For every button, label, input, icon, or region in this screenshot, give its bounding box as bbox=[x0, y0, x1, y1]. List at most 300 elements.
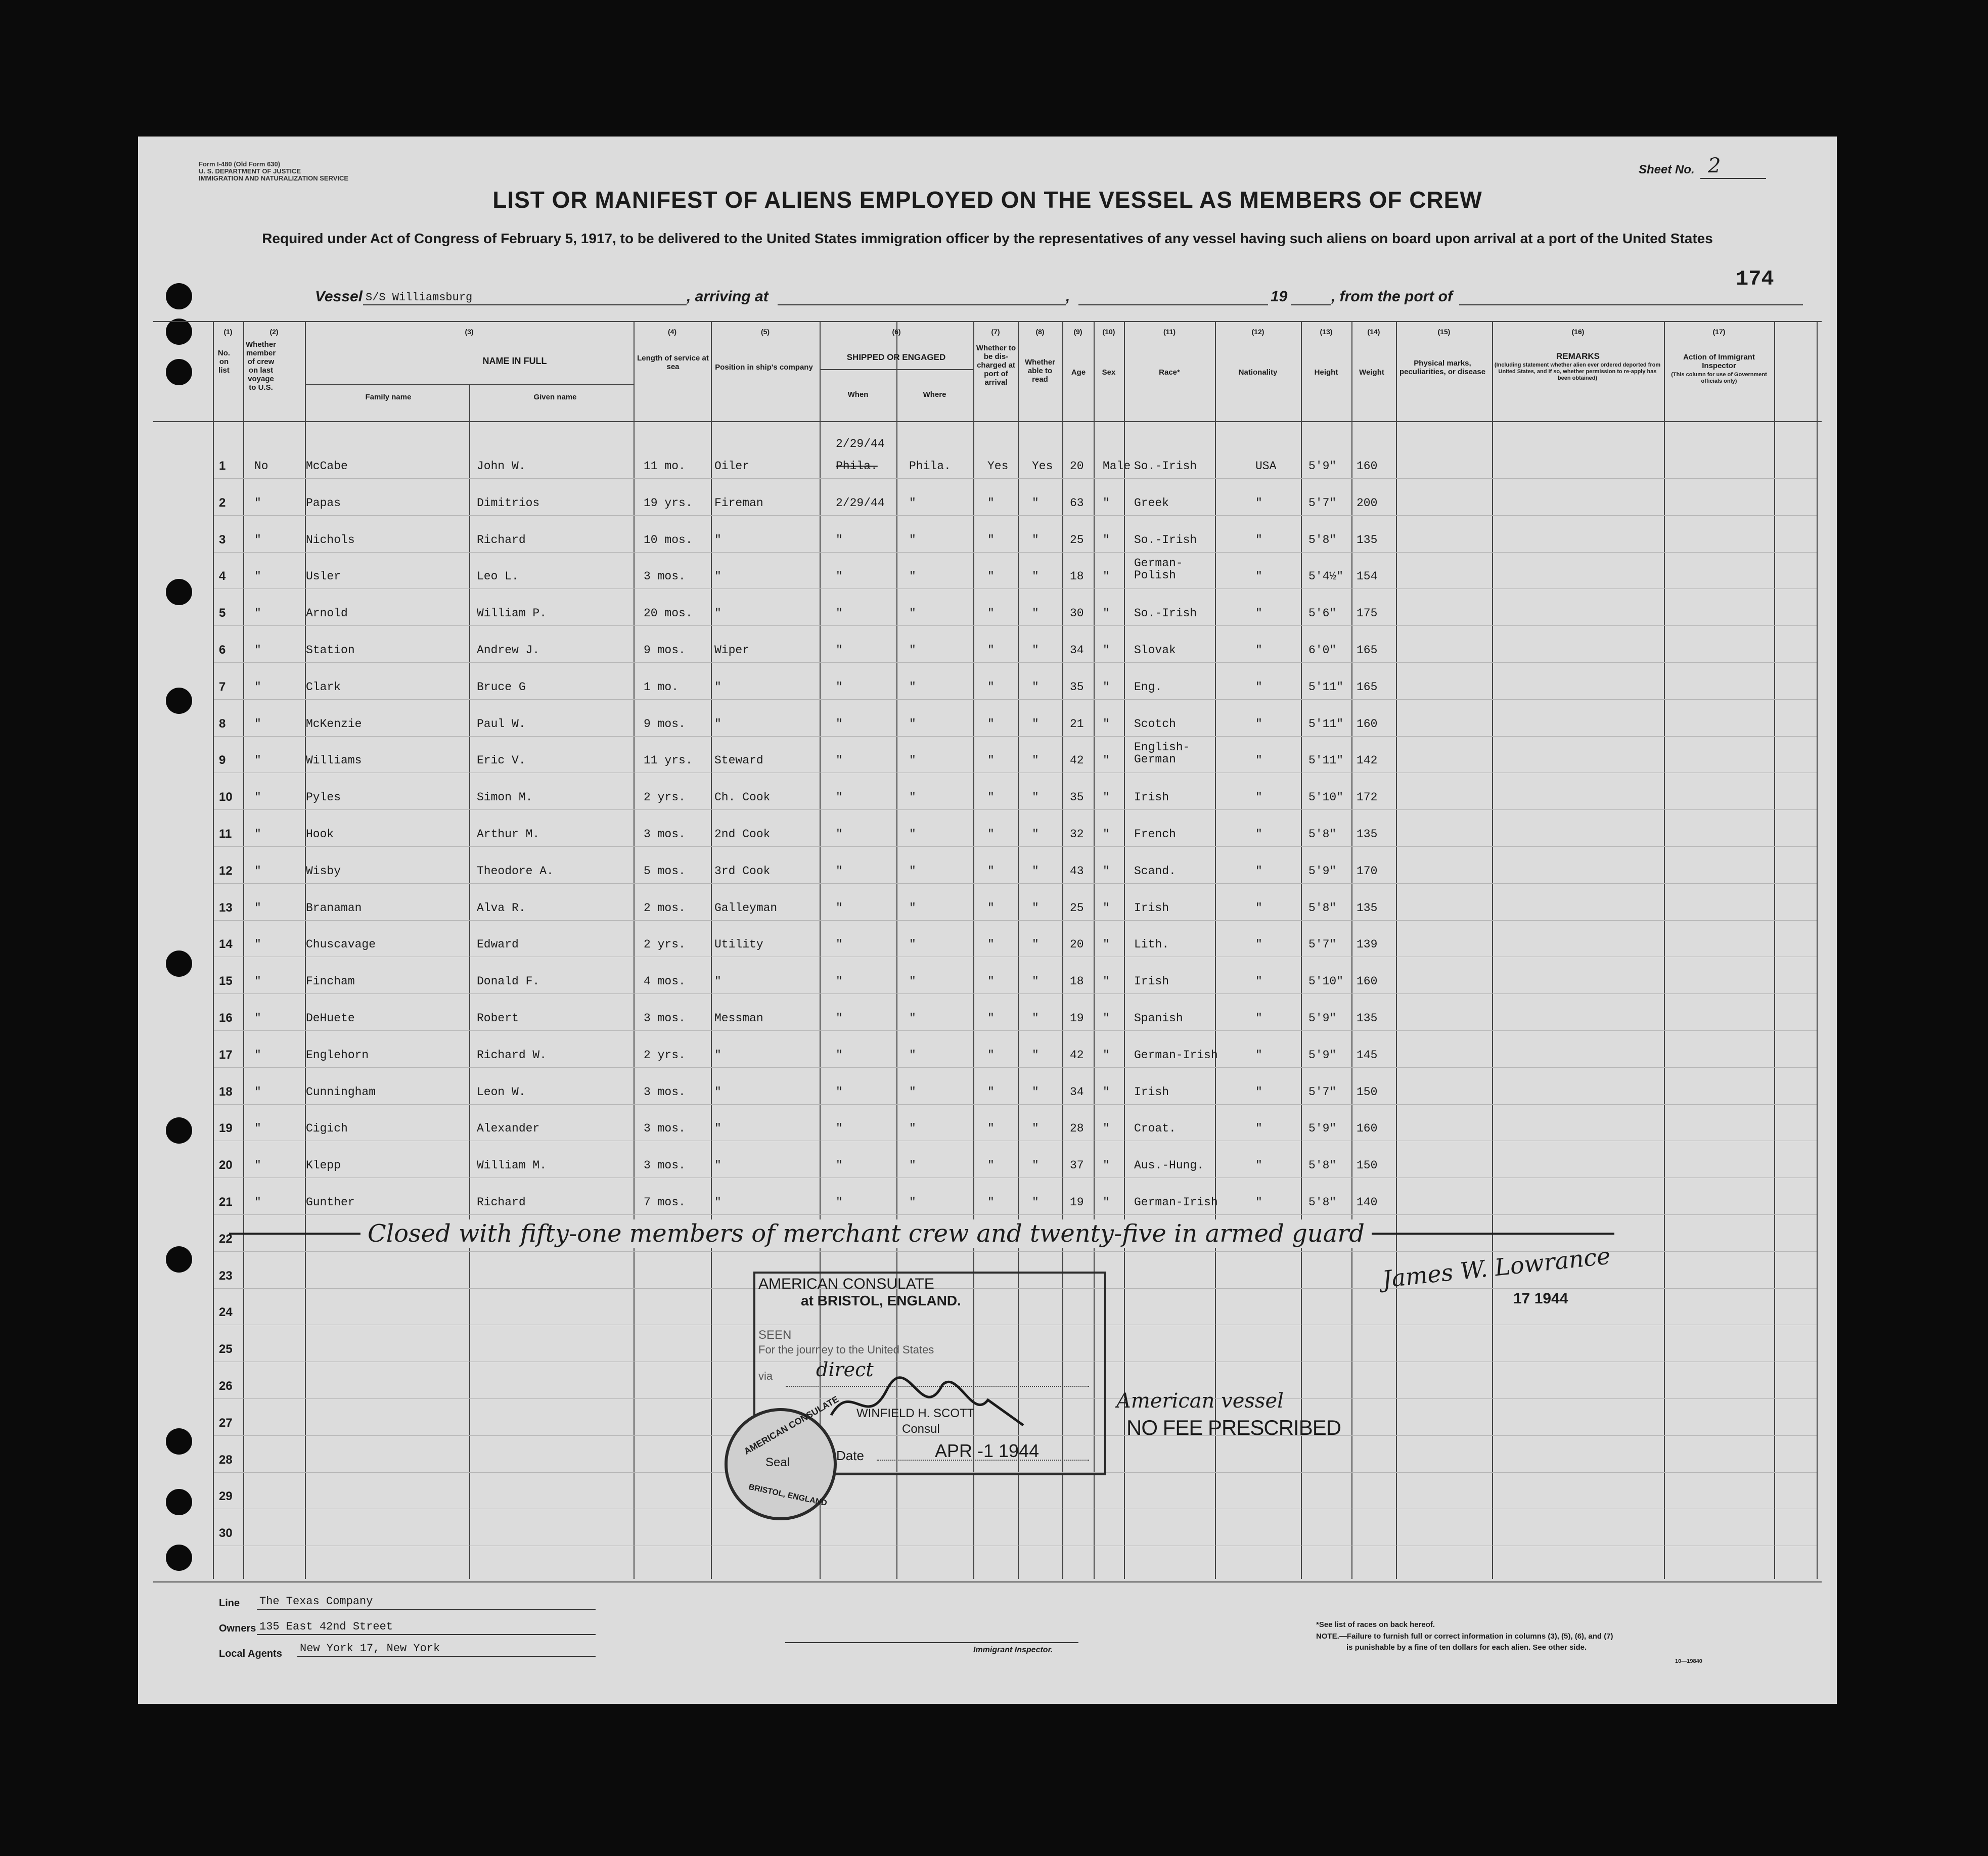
form-info-line: IMMIGRATION AND NATURALIZATION SERVICE bbox=[199, 174, 349, 182]
column-number: (16) bbox=[1571, 328, 1585, 336]
cell-weight: 135 bbox=[1357, 901, 1378, 915]
row-number: 6 bbox=[219, 643, 226, 657]
cell-height: 5'10" bbox=[1308, 975, 1344, 988]
cell-race: German-Irish bbox=[1134, 1196, 1218, 1209]
cell-length-service: 19 yrs. bbox=[644, 496, 693, 510]
cell-age: 35 bbox=[1070, 680, 1084, 694]
cell-sex: " bbox=[1103, 533, 1110, 547]
grid-column-line bbox=[469, 384, 470, 1579]
cell-race: Lith. bbox=[1134, 938, 1169, 952]
punch-hole bbox=[166, 1545, 192, 1571]
cell-prev: " bbox=[254, 901, 261, 915]
cell-able-read: " bbox=[1032, 533, 1039, 547]
cell-given-name: William M. bbox=[477, 1159, 547, 1172]
cell-height: 5'8" bbox=[1308, 1196, 1337, 1209]
cell-weight: 172 bbox=[1357, 791, 1378, 804]
cell-given-name: Richard W. bbox=[477, 1048, 547, 1062]
port-line bbox=[1459, 304, 1803, 305]
cell-sex: " bbox=[1103, 1159, 1110, 1172]
cell-sex: " bbox=[1103, 975, 1110, 988]
cell-age: 34 bbox=[1070, 644, 1084, 657]
grid-column-line bbox=[711, 321, 712, 1579]
cell-prev: " bbox=[254, 938, 261, 952]
row-number: 1 bbox=[219, 459, 226, 473]
cell-given-name: Theodore A. bbox=[477, 864, 554, 878]
cell-age: 34 bbox=[1070, 1085, 1084, 1099]
cell-able-read: " bbox=[1032, 938, 1039, 952]
cell-weight: 165 bbox=[1357, 680, 1378, 694]
cell-able-read: " bbox=[1032, 1122, 1039, 1136]
cell-prev: " bbox=[254, 975, 261, 988]
cell-able-read: " bbox=[1032, 828, 1039, 841]
cell-discharged: " bbox=[987, 570, 995, 583]
cell-when: " bbox=[836, 1196, 843, 1209]
cell-weight: 160 bbox=[1357, 1122, 1378, 1136]
cell-given-name: William P. bbox=[477, 607, 547, 620]
cell-discharged: " bbox=[987, 828, 995, 841]
cell-discharged: " bbox=[987, 975, 995, 988]
cell-sex: " bbox=[1103, 901, 1110, 915]
footer-agents-rule bbox=[297, 1656, 596, 1657]
row-rule bbox=[214, 736, 1817, 737]
column-number: (8) bbox=[1035, 328, 1045, 336]
stamp-consul-title: Consul bbox=[902, 1422, 940, 1436]
cell-given-name: Robert bbox=[477, 1012, 519, 1025]
cell-height: 5'9" bbox=[1308, 1122, 1337, 1136]
cell-able-read: " bbox=[1032, 1085, 1039, 1099]
cell-length-service: 1 mo. bbox=[644, 680, 679, 694]
cell-age: 28 bbox=[1070, 1122, 1084, 1136]
cell-age: 35 bbox=[1070, 791, 1084, 804]
header-height: Height bbox=[1314, 368, 1338, 377]
cell-age: 19 bbox=[1070, 1196, 1084, 1209]
cell-race: Irish bbox=[1134, 901, 1169, 915]
year-line bbox=[1291, 304, 1331, 305]
cell-where: " bbox=[909, 1012, 916, 1025]
cell-sex: Male bbox=[1103, 460, 1131, 473]
cell-family-name: Englehorn bbox=[306, 1048, 369, 1062]
cell-given-name: Eric V. bbox=[477, 754, 526, 767]
cell-able-read: " bbox=[1032, 1196, 1039, 1209]
stamp-line1: AMERICAN CONSULATE bbox=[758, 1276, 934, 1292]
cell-length-service: 11 yrs. bbox=[644, 754, 693, 767]
cell-when: " bbox=[836, 1085, 843, 1099]
header-position: Position in ship's company bbox=[715, 363, 813, 372]
consulate-seal bbox=[725, 1394, 841, 1520]
cell-nationality: " bbox=[1255, 680, 1262, 694]
header-no-on-list: No. on list bbox=[217, 349, 231, 375]
footer-line-rule bbox=[257, 1609, 596, 1610]
cell-weight: 139 bbox=[1357, 938, 1378, 952]
cell-when: " bbox=[836, 717, 843, 731]
cell-age: 20 bbox=[1070, 460, 1084, 473]
cell-discharged: " bbox=[987, 901, 995, 915]
cell-length-service: 4 mos. bbox=[644, 975, 686, 988]
row-number: 8 bbox=[219, 716, 226, 731]
cell-discharged: " bbox=[987, 864, 995, 878]
grid-column-line bbox=[1817, 321, 1818, 1579]
cell-weight: 145 bbox=[1357, 1048, 1378, 1062]
cell-where: " bbox=[909, 717, 916, 731]
row-number: 5 bbox=[219, 606, 226, 620]
punch-hole bbox=[166, 688, 192, 714]
cell-given-name: Richard bbox=[477, 533, 526, 547]
cell-family-name: Williams bbox=[306, 754, 362, 767]
cell-discharged: " bbox=[987, 533, 995, 547]
cell-weight: 135 bbox=[1357, 1012, 1378, 1025]
stamp-date-line bbox=[877, 1460, 1089, 1461]
header-weight: Weight bbox=[1359, 368, 1384, 377]
column-number: (1) bbox=[223, 328, 233, 336]
column-number: (2) bbox=[269, 328, 279, 336]
cell-race: So.-Irish bbox=[1134, 460, 1197, 473]
cell-height: 5'11" bbox=[1308, 717, 1344, 731]
cell-race: Aus.-Hung. bbox=[1134, 1159, 1204, 1172]
cell-prev: " bbox=[254, 754, 261, 767]
cell-prev: " bbox=[254, 1196, 261, 1209]
cell-length-service: 2 yrs. bbox=[644, 791, 686, 804]
cell-position: " bbox=[714, 1159, 721, 1172]
cell-discharged: " bbox=[987, 1085, 995, 1099]
cell-length-service: 11 mo. bbox=[644, 460, 686, 473]
sheet-number-line bbox=[1700, 178, 1766, 179]
cell-discharged: " bbox=[987, 607, 995, 620]
cell-family-name: Hook bbox=[306, 828, 334, 841]
page-stamp-number: 174 bbox=[1736, 267, 1774, 291]
row-number: 10 bbox=[219, 790, 233, 804]
cell-given-name: Bruce G bbox=[477, 680, 526, 694]
cell-sex: " bbox=[1103, 570, 1110, 583]
cell-nationality: " bbox=[1255, 1159, 1262, 1172]
cell-sex: " bbox=[1103, 791, 1110, 804]
footer-agents-value: New York 17, New York bbox=[300, 1642, 440, 1655]
inspector-rule bbox=[785, 1642, 1078, 1643]
row-number: 3 bbox=[219, 532, 226, 547]
column-number: (3) bbox=[465, 328, 474, 336]
cell-able-read: " bbox=[1032, 1159, 1039, 1172]
punch-hole bbox=[166, 359, 192, 385]
arriving-line bbox=[778, 304, 1066, 305]
stamp-date-value: APR -1 1944 bbox=[935, 1440, 1040, 1461]
cell-height: 5'8" bbox=[1308, 901, 1337, 915]
cell-race: Eng. bbox=[1134, 680, 1162, 694]
cell-family-name: Chuscavage bbox=[306, 938, 376, 952]
footer-divider bbox=[153, 1581, 1822, 1582]
row-number: 9 bbox=[219, 753, 226, 767]
seal-text-center: Seal bbox=[765, 1456, 790, 1469]
cell-age: 43 bbox=[1070, 864, 1084, 878]
cell-nationality: " bbox=[1255, 570, 1262, 583]
stamp-line2: at BRISTOL, ENGLAND. bbox=[801, 1293, 961, 1308]
cell-weight: 135 bbox=[1357, 828, 1378, 841]
cell-height: 5'4½" bbox=[1308, 570, 1344, 583]
cell-weight: 160 bbox=[1357, 975, 1378, 988]
cell-height: 5'8" bbox=[1308, 1159, 1337, 1172]
cell-able-read: Yes bbox=[1032, 460, 1053, 473]
cell-height: 5'9" bbox=[1308, 1048, 1337, 1062]
header-when: When bbox=[847, 390, 869, 399]
cell-sex: " bbox=[1103, 754, 1110, 767]
cell-discharged: " bbox=[987, 1196, 995, 1209]
row-number: 4 bbox=[219, 569, 226, 583]
header-member-prev: Whether member of crew on last voyage to U.S. bbox=[246, 340, 276, 392]
punch-hole bbox=[166, 319, 192, 345]
cell-age: 42 bbox=[1070, 754, 1084, 767]
cell-discharged: " bbox=[987, 1159, 995, 1172]
form-info-line: U. S. DEPARTMENT OF JUSTICE bbox=[199, 167, 301, 175]
cell-prev: " bbox=[254, 607, 261, 620]
cell-family-name: Wisby bbox=[306, 864, 341, 878]
footer-agents-label: Local Agents bbox=[219, 1648, 282, 1659]
cell-nationality: " bbox=[1255, 901, 1262, 915]
cell-length-service: 9 mos. bbox=[644, 644, 686, 657]
cell-given-name: Andrew J. bbox=[477, 644, 540, 657]
row-number: 19 bbox=[219, 1121, 233, 1136]
header-length-service: Length of service at sea bbox=[637, 354, 709, 371]
header-discharged: Whether to be dis-charged at port of arrival bbox=[976, 344, 1016, 387]
cell-length-service: 9 mos. bbox=[644, 717, 686, 731]
footer-owners-label: Owners bbox=[219, 1623, 256, 1634]
cell-when: " bbox=[836, 901, 843, 915]
cell-height: 5'7" bbox=[1308, 1085, 1337, 1099]
vessel-label: Vessel bbox=[315, 288, 363, 305]
cell-height: 5'8" bbox=[1308, 828, 1337, 841]
row-rule bbox=[214, 920, 1817, 921]
cell-able-read: " bbox=[1032, 717, 1039, 731]
cell-sex: " bbox=[1103, 938, 1110, 952]
header-race: Race* bbox=[1159, 368, 1180, 377]
cell-nationality: " bbox=[1255, 1085, 1262, 1099]
vessel-line bbox=[363, 304, 687, 305]
grid-column-line bbox=[1664, 321, 1665, 1579]
cell-length-service: 3 mos. bbox=[644, 570, 686, 583]
column-number: (13) bbox=[1320, 328, 1333, 336]
cell-family-name: Gunther bbox=[306, 1196, 355, 1209]
header-family-name: Family name bbox=[365, 393, 412, 401]
american-vessel-note: American vessel bbox=[1116, 1389, 1284, 1413]
cell-age: 25 bbox=[1070, 533, 1084, 547]
cell-given-name: Paul W. bbox=[477, 717, 526, 731]
comma-label: , bbox=[1066, 288, 1070, 305]
cell-when: " bbox=[836, 754, 843, 767]
punch-hole bbox=[166, 1246, 192, 1273]
row-rule bbox=[214, 662, 1817, 663]
cell-position: " bbox=[714, 717, 721, 731]
row-number: 29 bbox=[219, 1489, 233, 1504]
punch-hole bbox=[166, 950, 192, 977]
cell-family-name: Fincham bbox=[306, 975, 355, 988]
grid-column-line bbox=[1774, 321, 1775, 1579]
cell-race: Greek bbox=[1134, 496, 1169, 510]
cell-when-struck: Phila. bbox=[836, 460, 878, 473]
stamp-seen: SEEN bbox=[758, 1328, 792, 1342]
row-number: 2 bbox=[219, 495, 226, 510]
cell-prev: " bbox=[254, 644, 261, 657]
cell-prev: " bbox=[254, 717, 261, 731]
header-nationality: Nationality bbox=[1238, 368, 1278, 377]
row-number: 15 bbox=[219, 974, 233, 988]
cell-position: " bbox=[714, 607, 721, 620]
header-name-full: NAME IN FULL bbox=[482, 356, 547, 366]
date-line bbox=[1078, 304, 1268, 305]
cell-position: Utility bbox=[714, 938, 763, 952]
cell-family-name: Klepp bbox=[306, 1159, 341, 1172]
cell-position: Steward bbox=[714, 754, 763, 767]
cell-nationality: " bbox=[1255, 975, 1262, 988]
consul-signature bbox=[821, 1370, 1033, 1435]
row-rule bbox=[214, 993, 1817, 994]
cell-where: " bbox=[909, 496, 916, 510]
cell-position: 3rd Cook bbox=[714, 864, 771, 878]
cell-when: " bbox=[836, 1159, 843, 1172]
cell-height: 5'7" bbox=[1308, 938, 1337, 952]
punch-hole bbox=[166, 1489, 192, 1515]
seal-text-top: AMERICAN CONSULATE bbox=[742, 1394, 841, 1457]
row-number: 23 bbox=[219, 1269, 233, 1283]
cell-discharged: " bbox=[987, 1012, 995, 1025]
row-rule bbox=[214, 1067, 1817, 1068]
row-rule bbox=[214, 699, 1817, 700]
cell-position: " bbox=[714, 570, 721, 583]
inspector-signature: James W. Lowrance bbox=[1381, 1242, 1612, 1293]
cell-weight: 135 bbox=[1357, 533, 1378, 547]
cell-discharged: " bbox=[987, 791, 995, 804]
cell-sex: " bbox=[1103, 864, 1110, 878]
grid-column-line bbox=[634, 321, 635, 1579]
cell-given-name: Edward bbox=[477, 938, 519, 952]
cell-able-read: " bbox=[1032, 1012, 1039, 1025]
cell-when: 2/29/44 bbox=[836, 437, 885, 450]
cell-given-name: Simon M. bbox=[477, 791, 533, 804]
cell-race: Slovak bbox=[1134, 644, 1176, 657]
cell-where: " bbox=[909, 1122, 916, 1136]
cell-prev: " bbox=[254, 828, 261, 841]
column-number: (14) bbox=[1367, 328, 1380, 336]
row-number: 25 bbox=[219, 1342, 233, 1356]
cell-nationality: " bbox=[1255, 533, 1262, 547]
header-remarks-note: (Including statement whether alien ever ordered deported from United States, and if so, whether permission to re-apply has been obtained) bbox=[1494, 362, 1661, 381]
page-title: LIST OR MANIFEST OF ALIENS EMPLOYED ON THE VESSEL AS MEMBERS OF CREW bbox=[492, 187, 1482, 213]
cell-age: 42 bbox=[1070, 1048, 1084, 1062]
cell-able-read: " bbox=[1032, 570, 1039, 583]
cell-length-service: 3 mos. bbox=[644, 1159, 686, 1172]
cell-where: " bbox=[909, 864, 916, 878]
cell-weight: 142 bbox=[1357, 754, 1378, 767]
cell-weight: 170 bbox=[1357, 864, 1378, 878]
header-remarks: REMARKS bbox=[1556, 351, 1600, 361]
cell-position: " bbox=[714, 680, 721, 694]
header-action-note: (This column for use of Government officials only) bbox=[1671, 372, 1767, 384]
cell-when: 2/29/44 bbox=[836, 496, 885, 510]
cell-weight: 150 bbox=[1357, 1159, 1378, 1172]
cell-nationality: " bbox=[1255, 864, 1262, 878]
punch-hole bbox=[166, 1117, 192, 1144]
cell-able-read: " bbox=[1032, 791, 1039, 804]
cell-length-service: 3 mos. bbox=[644, 1012, 686, 1025]
form-info bbox=[199, 161, 348, 182]
no-fee-stamp: NO FEE PRESCRIBED bbox=[1126, 1416, 1341, 1439]
cell-where: " bbox=[909, 570, 916, 583]
footer-inspector: Immigrant Inspector. bbox=[973, 1646, 1053, 1654]
row-number: 21 bbox=[219, 1195, 233, 1209]
cell-length-service: 2 mos. bbox=[644, 901, 686, 915]
cell-family-name: Pyles bbox=[306, 791, 341, 804]
cell-nationality: " bbox=[1255, 607, 1262, 620]
seal-text-bottom: BRISTOL, ENGLAND bbox=[748, 1482, 828, 1508]
header-action: Action of Immigrant Inspector bbox=[1683, 353, 1755, 370]
cell-discharged: " bbox=[987, 644, 995, 657]
stamp-date-label: Date bbox=[836, 1448, 864, 1463]
cell-able-read: " bbox=[1032, 901, 1039, 915]
cell-prev: " bbox=[254, 533, 261, 547]
cell-sex: " bbox=[1103, 496, 1110, 510]
cell-where: " bbox=[909, 607, 916, 620]
cell-prev: " bbox=[254, 791, 261, 804]
cell-height: 5'9" bbox=[1308, 864, 1337, 878]
row-number: 14 bbox=[219, 937, 233, 952]
cell-prev: No bbox=[254, 460, 268, 473]
cell-race: French bbox=[1134, 828, 1176, 841]
cell-weight: 150 bbox=[1357, 1085, 1378, 1099]
header-sex: Sex bbox=[1102, 368, 1116, 377]
cell-position: Messman bbox=[714, 1012, 763, 1025]
arriving-label: , arriving at bbox=[687, 288, 769, 305]
cell-nationality: " bbox=[1255, 717, 1262, 731]
footer-print-code: 10—19840 bbox=[1675, 1658, 1702, 1664]
cell-sex: " bbox=[1103, 644, 1110, 657]
cell-where: " bbox=[909, 791, 916, 804]
cell-when: " bbox=[836, 607, 843, 620]
cell-nationality: " bbox=[1255, 791, 1262, 804]
cell-race: So.-Irish bbox=[1134, 607, 1197, 620]
cell-position: Fireman bbox=[714, 496, 763, 510]
cell-prev: " bbox=[254, 1012, 261, 1025]
cell-weight: 200 bbox=[1357, 496, 1378, 510]
cell-when: " bbox=[836, 1122, 843, 1136]
cell-nationality: " bbox=[1255, 644, 1262, 657]
cell-length-service: 10 mos. bbox=[644, 533, 693, 547]
header-age: Age bbox=[1071, 368, 1086, 377]
cell-given-name: Leo L. bbox=[477, 570, 519, 583]
cell-when: " bbox=[836, 791, 843, 804]
cell-prev: " bbox=[254, 1122, 261, 1136]
cell-race: Scand. bbox=[1134, 864, 1176, 878]
row-rule bbox=[214, 1030, 1817, 1031]
column-number: (9) bbox=[1073, 328, 1082, 336]
cell-where: " bbox=[909, 680, 916, 694]
cell-able-read: " bbox=[1032, 680, 1039, 694]
cell-height: 6'0" bbox=[1308, 644, 1337, 657]
cell-height: 5'9" bbox=[1308, 460, 1337, 473]
cell-sex: " bbox=[1103, 607, 1110, 620]
header-physical: Physical marks, peculiarities, or disease bbox=[1399, 359, 1486, 376]
year-label: 19 bbox=[1271, 288, 1288, 305]
punch-hole bbox=[166, 579, 192, 605]
cell-prev: " bbox=[254, 864, 261, 878]
cell-nationality: " bbox=[1255, 754, 1262, 767]
header-shipped: SHIPPED OR ENGAGED bbox=[846, 352, 946, 362]
cell-when: " bbox=[836, 1012, 843, 1025]
cell-family-name: McKenzie bbox=[306, 717, 362, 731]
row-rule bbox=[214, 515, 1817, 516]
column-number: (11) bbox=[1163, 328, 1176, 336]
cell-length-service: 2 yrs. bbox=[644, 938, 686, 952]
cell-nationality: " bbox=[1255, 1048, 1262, 1062]
cell-age: 20 bbox=[1070, 938, 1084, 952]
row-rule bbox=[214, 625, 1817, 626]
cell-sex: " bbox=[1103, 828, 1110, 841]
grid-column-line bbox=[1351, 321, 1352, 1579]
